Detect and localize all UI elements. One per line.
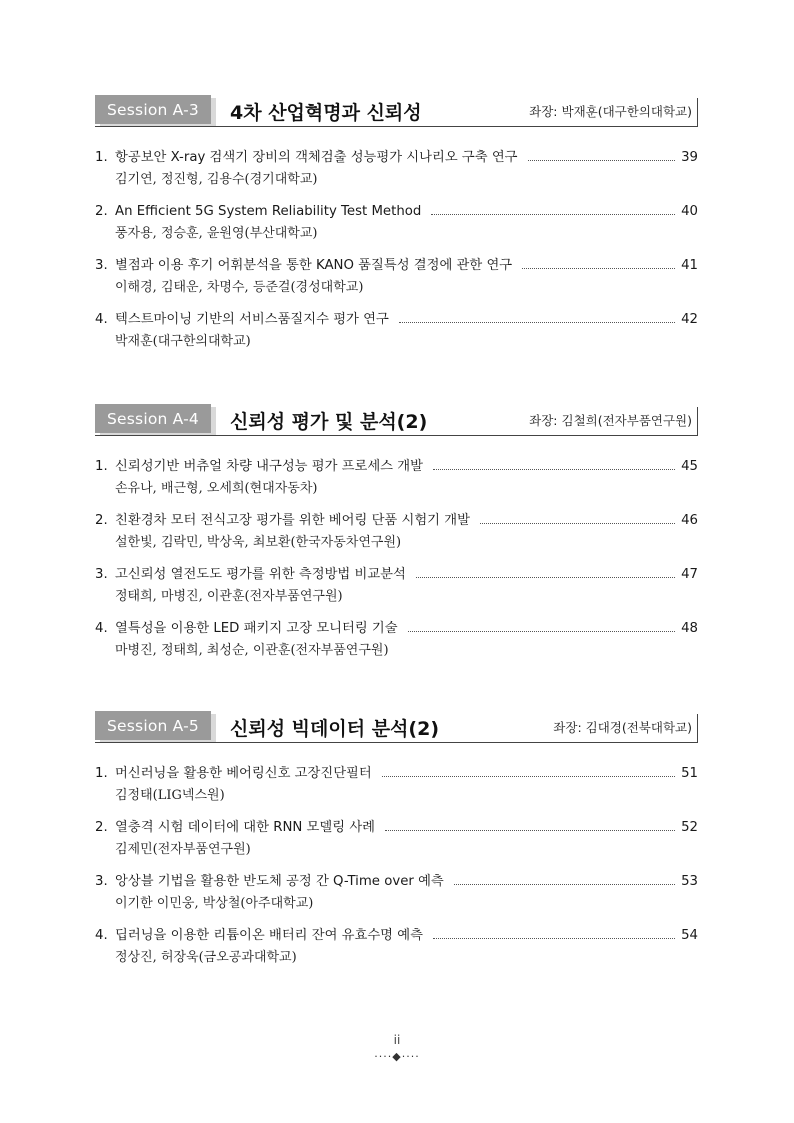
dot-leader bbox=[528, 160, 676, 161]
entry-number: 4. bbox=[95, 621, 108, 636]
toc-entry[interactable] bbox=[95, 203, 698, 257]
session-badge: Session A-3 bbox=[95, 95, 211, 124]
entry-number: 2. bbox=[95, 204, 108, 219]
entry-title[interactable]: 머신러닝을 활용한 베어링신호 고장진단필터 bbox=[115, 766, 372, 781]
entry-number: 2. bbox=[95, 820, 108, 835]
session-header bbox=[95, 95, 698, 127]
entry-page[interactable]: 45 bbox=[681, 459, 698, 474]
entry-page[interactable]: 39 bbox=[681, 150, 698, 165]
dot-leader bbox=[433, 938, 675, 939]
entry-authors: 이해경, 김태운, 차명수, 등준걸(경성대학교) bbox=[115, 280, 364, 295]
toc-entry[interactable] bbox=[95, 311, 698, 365]
dot-leader bbox=[433, 469, 675, 470]
entry-number: 3. bbox=[95, 258, 108, 273]
entry-title[interactable]: 별점과 이용 후기 어휘분석을 통한 KANO 품질특성 결정에 관한 연구 bbox=[115, 258, 513, 273]
entry-authors: 김기연, 정진형, 김용수(경기대학교) bbox=[115, 172, 318, 187]
entry-page[interactable]: 46 bbox=[681, 513, 698, 528]
entry-page[interactable]: 47 bbox=[681, 567, 698, 582]
entry-page[interactable]: 40 bbox=[681, 204, 698, 219]
entry-title[interactable]: 딥러닝을 이용한 리튬이온 배터리 잔여 유효수명 예측 bbox=[115, 928, 423, 943]
session-a4 bbox=[95, 404, 698, 674]
header-divider bbox=[95, 435, 698, 436]
session-header bbox=[95, 404, 698, 436]
entry-authors: 박재훈(대구한의대학교) bbox=[115, 334, 251, 349]
header-right-rule bbox=[697, 407, 698, 436]
session-chair: 좌장: 박재훈(대구한의대학교) bbox=[529, 104, 692, 119]
entry-title[interactable]: 열특성을 이용한 LED 패키지 고장 모니터링 기술 bbox=[115, 621, 398, 636]
toc-entry[interactable] bbox=[95, 927, 698, 981]
header-right-rule bbox=[697, 98, 698, 127]
entry-authors: 설한빛, 김락민, 박상욱, 최보환(한국자동차연구원) bbox=[115, 535, 402, 550]
entry-number: 4. bbox=[95, 928, 108, 943]
entry-title[interactable]: 텍스트마이닝 기반의 서비스품질지수 평가 연구 bbox=[115, 312, 389, 327]
entry-title[interactable]: 앙상블 기법을 활용한 반도체 공정 간 Q-Time over 예측 bbox=[115, 874, 444, 889]
entry-page[interactable]: 51 bbox=[681, 766, 698, 781]
entry-page[interactable]: 52 bbox=[681, 820, 698, 835]
toc-entry[interactable] bbox=[95, 819, 698, 873]
entry-title[interactable]: 고신뢰성 열전도도 평가를 위한 측정방법 비교분석 bbox=[115, 567, 406, 582]
session-header bbox=[95, 711, 698, 743]
session-badge: Session A-5 bbox=[95, 711, 211, 740]
header-divider bbox=[95, 126, 698, 127]
toc-entry[interactable] bbox=[95, 458, 698, 512]
entry-number: 3. bbox=[95, 567, 108, 582]
toc-entry[interactable] bbox=[95, 620, 698, 674]
dot-leader bbox=[480, 523, 675, 524]
dot-leader bbox=[522, 268, 675, 269]
header-right-rule bbox=[697, 714, 698, 743]
entry-page[interactable]: 42 bbox=[681, 312, 698, 327]
session-title: 4차 산업혁명과 신뢰성 bbox=[230, 102, 422, 124]
dot-leader bbox=[382, 776, 675, 777]
session-a5 bbox=[95, 711, 698, 981]
entry-authors: 정상진, 허장욱(금오공과대학교) bbox=[115, 950, 297, 965]
entry-authors: 김정태(LIG넥스원) bbox=[115, 788, 225, 803]
entry-authors: 김제민(전자부품연구원) bbox=[115, 842, 251, 857]
session-chair: 좌장: 김철희(전자부품연구원) bbox=[529, 413, 692, 428]
toc-entry[interactable] bbox=[95, 873, 698, 927]
toc-entry[interactable] bbox=[95, 765, 698, 819]
entry-number: 1. bbox=[95, 459, 108, 474]
toc-entry[interactable] bbox=[95, 257, 698, 311]
entry-page[interactable]: 41 bbox=[681, 258, 698, 273]
dot-leader bbox=[408, 631, 675, 632]
session-chair: 좌장: 김대경(전북대학교) bbox=[553, 720, 692, 735]
entry-number: 4. bbox=[95, 312, 108, 327]
session-a3 bbox=[95, 95, 698, 365]
session-title: 신뢰성 평가 및 분석(2) bbox=[230, 411, 428, 433]
session-badge: Session A-4 bbox=[95, 404, 211, 433]
entry-authors: 풍자용, 정승훈, 윤원영(부산대학교) bbox=[115, 226, 318, 241]
page-number: ii bbox=[393, 1033, 401, 1047]
entry-authors: 마병진, 정태희, 최성순, 이관훈(전자부품연구원) bbox=[115, 643, 389, 658]
entry-authors: 정태희, 마병진, 이관훈(전자부품연구원) bbox=[115, 589, 343, 604]
dot-leader bbox=[385, 830, 675, 831]
toc-entry[interactable] bbox=[95, 512, 698, 566]
dot-leader bbox=[399, 322, 675, 323]
toc-entry[interactable] bbox=[95, 566, 698, 620]
entry-authors: 이기한 이민웅, 박상철(아주대학교) bbox=[115, 896, 314, 911]
dot-leader bbox=[416, 577, 675, 578]
entry-title[interactable]: 열충격 시험 데이터에 대한 RNN 모델링 사례 bbox=[115, 820, 376, 835]
entry-number: 2. bbox=[95, 513, 108, 528]
footer-ornament: ····◆···· bbox=[374, 1050, 420, 1063]
entry-page[interactable]: 53 bbox=[681, 874, 698, 889]
entry-title[interactable]: An Efficient 5G System Reliability Test Method bbox=[115, 204, 422, 219]
entry-title[interactable]: 항공보안 X-ray 검색기 장비의 객체검출 성능평가 시나리오 구축 연구 bbox=[115, 150, 518, 165]
entry-number: 3. bbox=[95, 874, 108, 889]
header-divider bbox=[95, 742, 698, 743]
entry-number: 1. bbox=[95, 766, 108, 781]
entry-page[interactable]: 54 bbox=[681, 928, 698, 943]
entry-authors: 손유나, 배근형, 오세희(현대자동차) bbox=[115, 481, 318, 496]
entry-page[interactable]: 48 bbox=[681, 621, 698, 636]
session-title: 신뢰성 빅데이터 분석(2) bbox=[230, 718, 440, 740]
toc-entry[interactable] bbox=[95, 149, 698, 203]
entry-number: 1. bbox=[95, 150, 108, 165]
entry-title[interactable]: 신뢰성기반 버츄얼 차량 내구성능 평가 프로세스 개발 bbox=[115, 459, 423, 474]
dot-leader bbox=[454, 884, 675, 885]
dot-leader bbox=[431, 214, 675, 215]
entry-title[interactable]: 친환경차 모터 전식고장 평가를 위한 베어링 단품 시험기 개발 bbox=[115, 513, 470, 528]
